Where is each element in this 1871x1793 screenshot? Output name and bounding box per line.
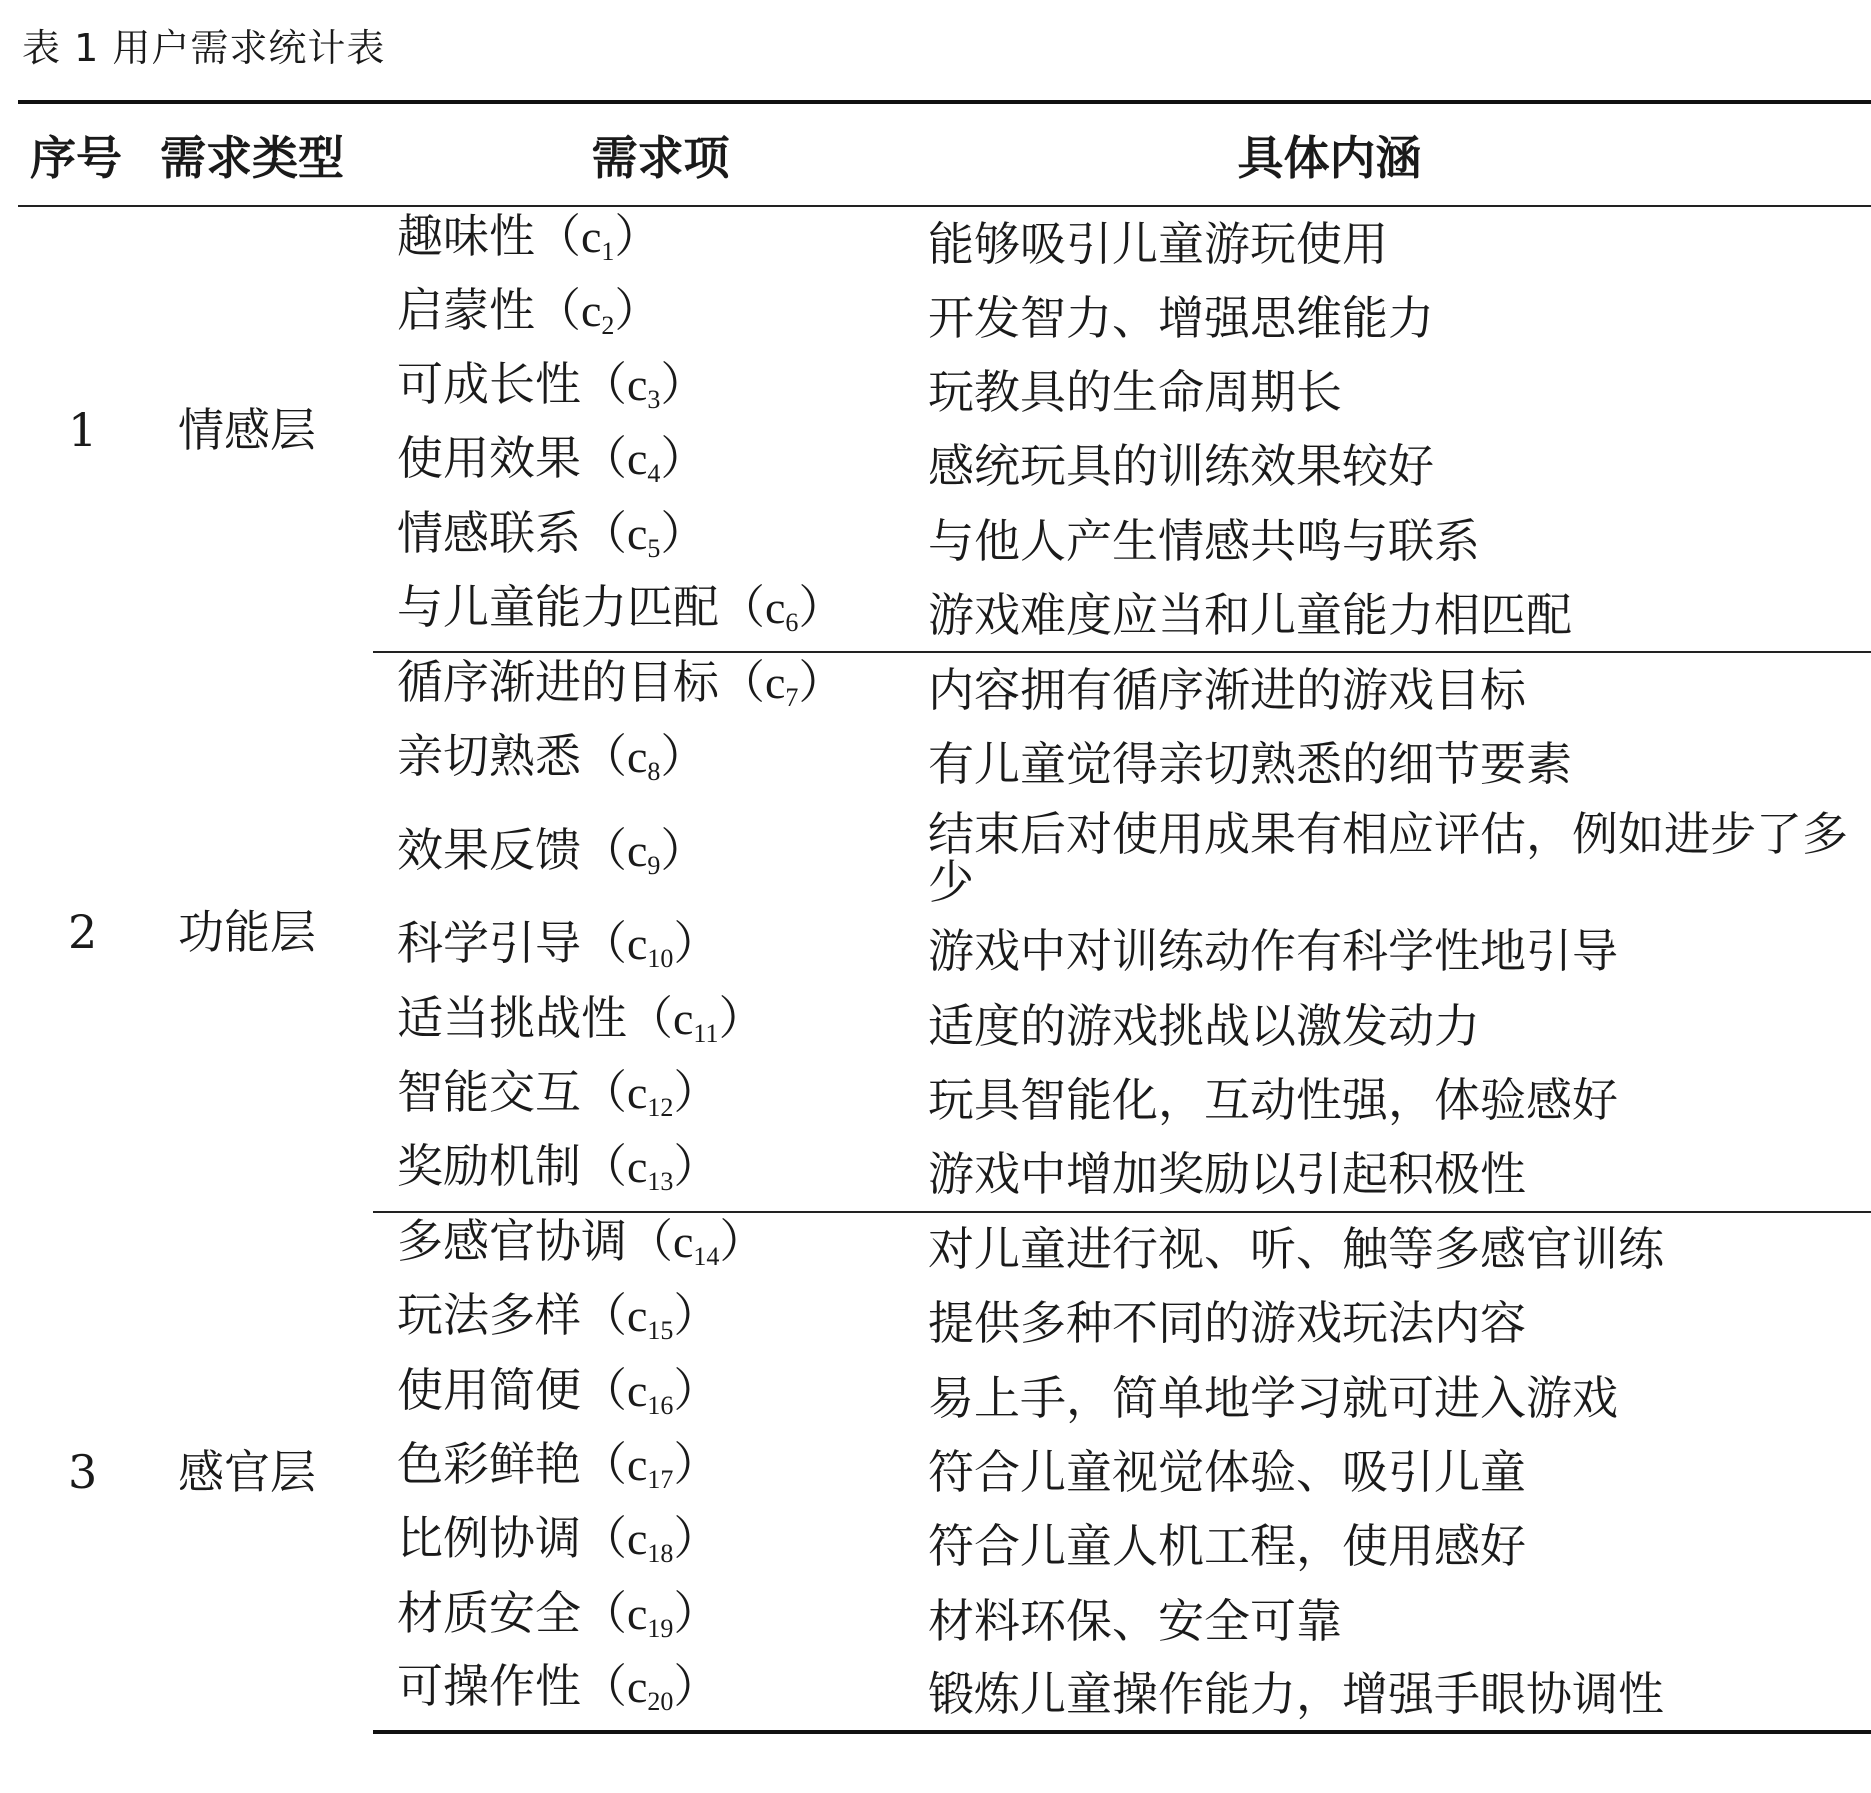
requirement-description: 符合儿童人机工程，使用感好 [928, 1519, 1526, 1574]
requirement-description: 适度的游戏挑战以激发动力 [928, 998, 1480, 1053]
requirement-item [373, 727, 908, 801]
requirement-code-index: 7 [785, 683, 799, 713]
group-number: 1 [68, 402, 98, 457]
requirement-code-index: 9 [647, 850, 661, 880]
requirement-description: 提供多种不同的游戏玩法内容 [928, 1296, 1526, 1351]
requirement-code-index: 8 [647, 756, 661, 786]
requirement-description: 感统玩具的训练效果较好 [928, 439, 1434, 494]
requirement-description: 易上手，简单地学习就可进入游戏 [928, 1370, 1618, 1425]
requirement-code: $(c_8)$ [581, 730, 707, 786]
header-type: 需求类型 [148, 102, 373, 206]
requirement-code: $(c_{19})$ [581, 1587, 720, 1643]
requirement-item [373, 578, 908, 652]
header-number: 序号 [18, 102, 148, 206]
requirement-item [373, 914, 908, 988]
requirement-description: 对儿童进行视、听、触等多感官训练 [928, 1222, 1664, 1277]
requirement-name: 材质安全 [397, 1585, 581, 1640]
requirement-code-index: 15 [647, 1316, 674, 1346]
requirement-code: $(c_3)$ [581, 358, 707, 414]
requirement-code: $(c_5)$ [581, 507, 707, 563]
requirement-name: 科学引导 [397, 916, 581, 971]
requirement-code: $(c_2)$ [535, 284, 661, 340]
table-header [18, 102, 1871, 206]
group-emotional [18, 206, 1871, 652]
requirement-item [373, 355, 908, 429]
requirement-name: 可操作性 [397, 1659, 581, 1714]
requirement-code-index: 3 [647, 384, 661, 414]
requirement-item [373, 1360, 908, 1434]
requirement-name: 比例协调 [397, 1511, 581, 1566]
requirement-code-index: 5 [647, 533, 661, 563]
group-sensory [18, 1212, 1871, 1733]
requirement-item [373, 504, 908, 578]
requirement-description: 与他人产生情感共鸣与联系 [928, 513, 1480, 568]
requirement-name: 玩法多样 [397, 1288, 581, 1343]
requirement-name: 亲切熟悉 [397, 728, 581, 783]
requirement-code-index: 2 [601, 310, 615, 340]
requirement-code: $(c_{14})$ [627, 1216, 766, 1272]
requirement-description: 材料环保、安全可靠 [928, 1593, 1342, 1648]
requirements-table [18, 100, 1871, 1734]
requirement-code: $(c_4)$ [581, 433, 707, 489]
requirements-table-container [18, 100, 1871, 1734]
table-caption: 表 1 用户需求统计表 [22, 26, 386, 70]
requirement-name: 与儿童能力匹配 [397, 579, 719, 634]
requirement-item [373, 801, 908, 914]
requirement-name: 可成长性 [397, 356, 581, 411]
requirement-code: $(c_{10})$ [581, 918, 720, 974]
group-number: 3 [68, 1445, 98, 1500]
requirement-code-index: 1 [601, 236, 615, 266]
group-functional [18, 652, 1871, 1211]
requirement-code: $(c_9)$ [581, 824, 707, 880]
requirement-name: 使用效果 [397, 431, 581, 486]
requirement-description: 能够吸引儿童游玩使用 [928, 216, 1388, 271]
header-description: 具体内涵 [908, 102, 1871, 206]
table-row [18, 206, 1871, 280]
table-row [18, 652, 1871, 726]
requirement-name: 适当挑战性 [397, 990, 627, 1045]
requirement-description: 符合儿童视觉体验、吸引儿童 [928, 1445, 1526, 1500]
requirement-name: 启蒙性 [397, 282, 535, 337]
header-row [18, 102, 1871, 206]
requirement-item [373, 280, 908, 354]
requirement-name: 循序渐进的目标 [397, 655, 719, 710]
requirement-code: $(c_7)$ [719, 657, 845, 713]
requirement-code-index: 6 [785, 607, 799, 637]
requirement-code-index: 17 [647, 1465, 674, 1495]
group-type: 功能层 [178, 905, 316, 960]
requirement-code: $(c_{18})$ [581, 1513, 720, 1569]
requirement-description: 游戏中增加奖励以引起积极性 [908, 1137, 1871, 1211]
requirement-item [373, 1584, 908, 1658]
requirement-code-index: 19 [647, 1613, 674, 1643]
requirement-item [373, 989, 908, 1063]
requirement-description: 游戏难度应当和儿童能力相匹配 [908, 578, 1871, 652]
requirement-code: $(c_{20})$ [581, 1661, 720, 1717]
group-type: 感官层 [178, 1445, 316, 1500]
requirement-item [373, 1137, 908, 1211]
requirement-code-index: 12 [647, 1093, 674, 1123]
requirement-code-index: 4 [647, 459, 661, 489]
requirement-description: 有儿童觉得亲切熟悉的细节要素 [928, 736, 1572, 791]
requirement-code-index: 14 [693, 1242, 720, 1272]
requirement-code: $(c_{16})$ [581, 1364, 720, 1420]
requirement-code-index: 13 [647, 1166, 674, 1196]
requirement-code: $(c_{12})$ [581, 1067, 720, 1123]
requirement-name: 奖励机制 [397, 1138, 581, 1193]
requirement-code: $(c_1)$ [535, 210, 661, 266]
requirement-description: 结束后对使用成果有相应评估，例如进步了多少 [928, 806, 1848, 909]
requirement-code-index: 18 [647, 1539, 674, 1569]
requirement-code: $(c_{11})$ [627, 992, 765, 1048]
requirement-name: 情感联系 [397, 505, 581, 560]
requirement-code: $(c_{15})$ [581, 1290, 720, 1346]
table-row [18, 1212, 1871, 1286]
requirement-code-index: 16 [647, 1390, 674, 1420]
requirement-item [373, 1286, 908, 1360]
requirement-description: 开发智力、增强思维能力 [928, 290, 1434, 345]
requirement-name: 智能交互 [397, 1065, 581, 1120]
requirement-name: 趣味性 [397, 208, 535, 263]
group-type: 情感层 [178, 402, 316, 457]
requirement-code: $(c_6)$ [719, 581, 845, 637]
requirement-code-index: 11 [693, 1018, 719, 1048]
header-item: 需求项 [373, 102, 908, 206]
requirement-item [373, 652, 908, 726]
requirement-item [373, 1063, 908, 1137]
requirement-name: 使用简便 [397, 1362, 581, 1417]
requirement-description: 锻炼儿童操作能力，增强手眼协调性 [908, 1658, 1871, 1732]
requirement-description: 玩教具的生命周期长 [928, 364, 1342, 419]
requirement-description: 游戏中对训练动作有科学性地引导 [928, 924, 1618, 979]
group-number: 2 [68, 905, 98, 960]
requirement-item [373, 1435, 908, 1509]
requirement-name: 效果反馈 [397, 822, 581, 877]
requirement-code: $(c_{13})$ [581, 1140, 720, 1196]
requirement-name: 色彩鲜艳 [397, 1437, 581, 1492]
requirement-item [373, 429, 908, 503]
requirement-item [373, 1509, 908, 1583]
requirement-description: 内容拥有循序渐进的游戏目标 [928, 663, 1526, 718]
requirement-code-index: 10 [647, 944, 674, 974]
requirement-code-index: 20 [647, 1687, 674, 1717]
requirement-item [373, 206, 908, 280]
requirement-name: 多感官协调 [397, 1214, 627, 1269]
requirement-description: 玩具智能化，互动性强，体验感好 [928, 1073, 1618, 1128]
requirement-code: $(c_{17})$ [581, 1439, 720, 1495]
requirement-item [373, 1212, 908, 1286]
requirement-item [373, 1658, 908, 1732]
